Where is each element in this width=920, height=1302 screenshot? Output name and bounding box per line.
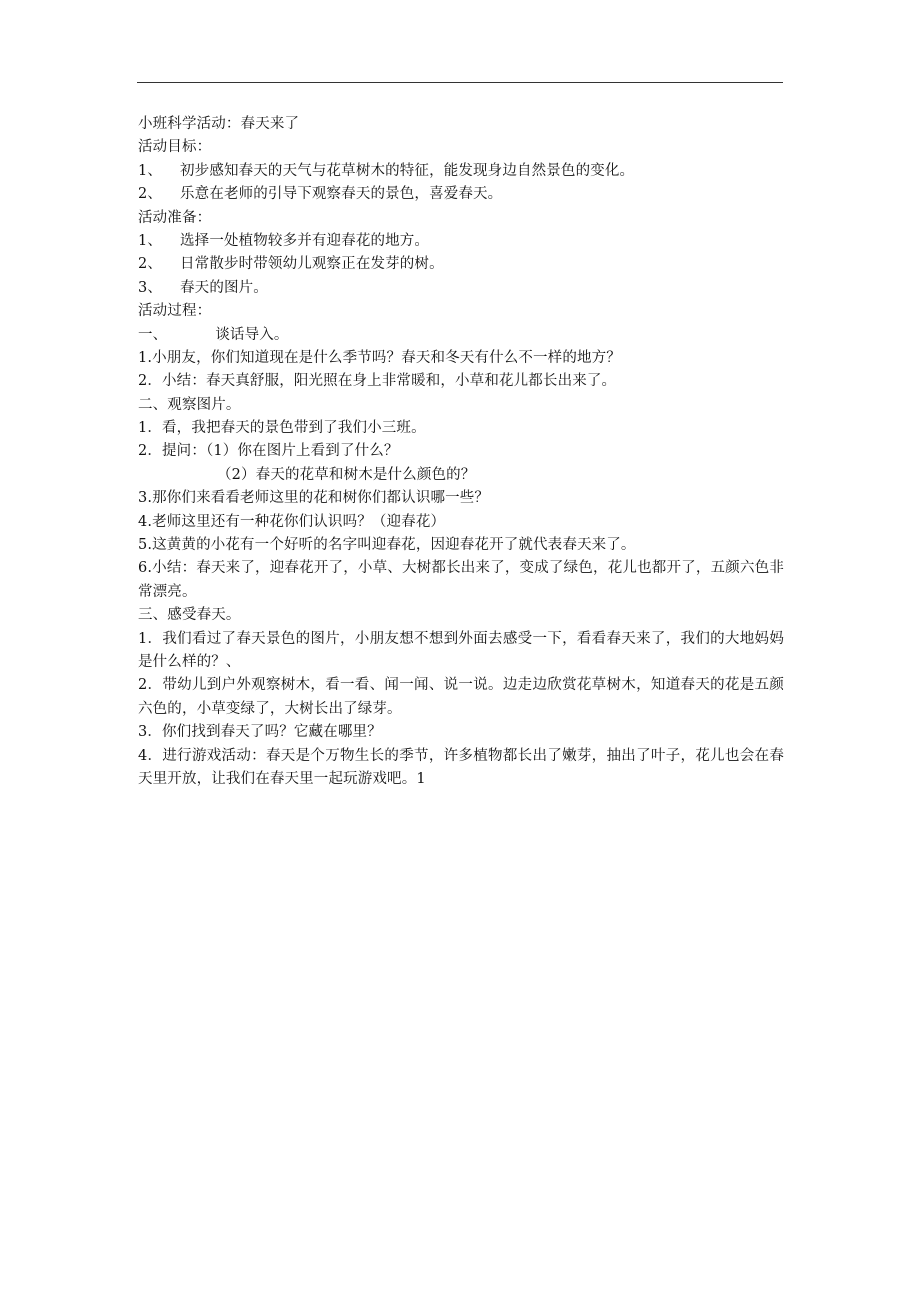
part1-item-2: 2．小结：春天真舒服，阳光照在身上非常暖和，小草和花儿都长出来了。 — [138, 373, 617, 390]
prep-item-1 — [138, 230, 784, 253]
prep-item-number: 2、 — [138, 256, 163, 273]
prep-item-text: 日常散步时带领幼儿观察正在发芽的树。 — [180, 256, 444, 273]
goal-item-number: 2、 — [138, 186, 163, 203]
prep-item-text: 春天的图片。 — [180, 279, 268, 296]
part1-number: 一、 — [138, 326, 168, 343]
prep-item-number: 1、 — [138, 232, 163, 249]
part2-item-6: 6.小结：春天来了，迎春花开了，小草、大树都长出来了，变成了绿色，花儿也都开了，五颜六色非常漂亮。 — [138, 560, 784, 600]
part1-title: 谈话导入。 — [215, 326, 289, 343]
process-heading: 活动过程： — [138, 303, 212, 320]
part1-heading — [138, 324, 784, 347]
goal-item-1 — [138, 160, 784, 183]
header-rule — [137, 82, 783, 83]
prep-heading: 活动准备： — [138, 209, 212, 226]
prep-item-3 — [138, 277, 784, 300]
part3-item-2: 2．带幼儿到户外观察树木，看一看、闻一闻、说一说。边走边欣赏花草树木，知道春天的花是五颜六色的，小草变绿了，大树长出了绿芽。 — [138, 677, 784, 717]
document-body — [138, 113, 784, 791]
part3-item-4: 4．进行游戏活动：春天是个万物生长的季节，许多植物都长出了嫩芽，抽出了叶子，花儿也会在春天里开放，让我们在春天里一起玩游戏吧。1 — [138, 747, 784, 788]
part2-item-2: 2．提问：（1）你在图片上看到了什么？ — [138, 443, 399, 460]
prep-item-text: 选择一处植物较多并有迎春花的地方。 — [180, 232, 430, 249]
part3-item-3: 3．你们找到春天了吗？它藏在哪里？ — [138, 724, 382, 741]
goals-heading: 活动目标： — [138, 139, 212, 156]
part2-item-4: 4.老师这里还有一种花你们认识吗？（迎春花） — [138, 513, 446, 530]
prep-item-number: 3、 — [138, 279, 163, 296]
part2-item-5: 5.这黄黄的小花有一个好听的名字叫迎春花，因迎春花开了就代表春天来了。 — [138, 537, 636, 554]
part2-sub-question: （2）春天的花草和树木是什么颜色的？ — [217, 466, 476, 483]
prep-item-2 — [138, 253, 784, 276]
goal-item-text: 乐意在老师的引导下观察春天的景色，喜爱春天。 — [180, 186, 503, 203]
part2-item-3: 3.那你们来看看老师这里的花和树你们都认识哪一些？ — [138, 490, 490, 507]
part3-heading: 三、感受春天。 — [138, 607, 241, 624]
doc-title: 小班科学活动：春天来了 — [138, 116, 300, 132]
goal-item-2 — [138, 183, 784, 206]
part3-item-1: 1．我们看过了春天景色的图片，小朋友想不想到外面去感受一下，看看春天来了，我们的大地妈妈是什么样的？、 — [138, 630, 784, 671]
part2-item-1: 1．看，我把春天的景色带到了我们小三班。 — [138, 420, 426, 437]
part1-item-1: 1.小朋友，你们知道现在是什么季节吗？春天和冬天有什么不一样的地方？ — [138, 349, 621, 366]
goal-item-number: 1、 — [138, 162, 163, 179]
goal-item-text: 初步感知春天的天气与花草树木的特征，能发现身边自然景色的变化。 — [180, 162, 635, 179]
part2-heading: 二、观察图片。 — [138, 396, 241, 413]
